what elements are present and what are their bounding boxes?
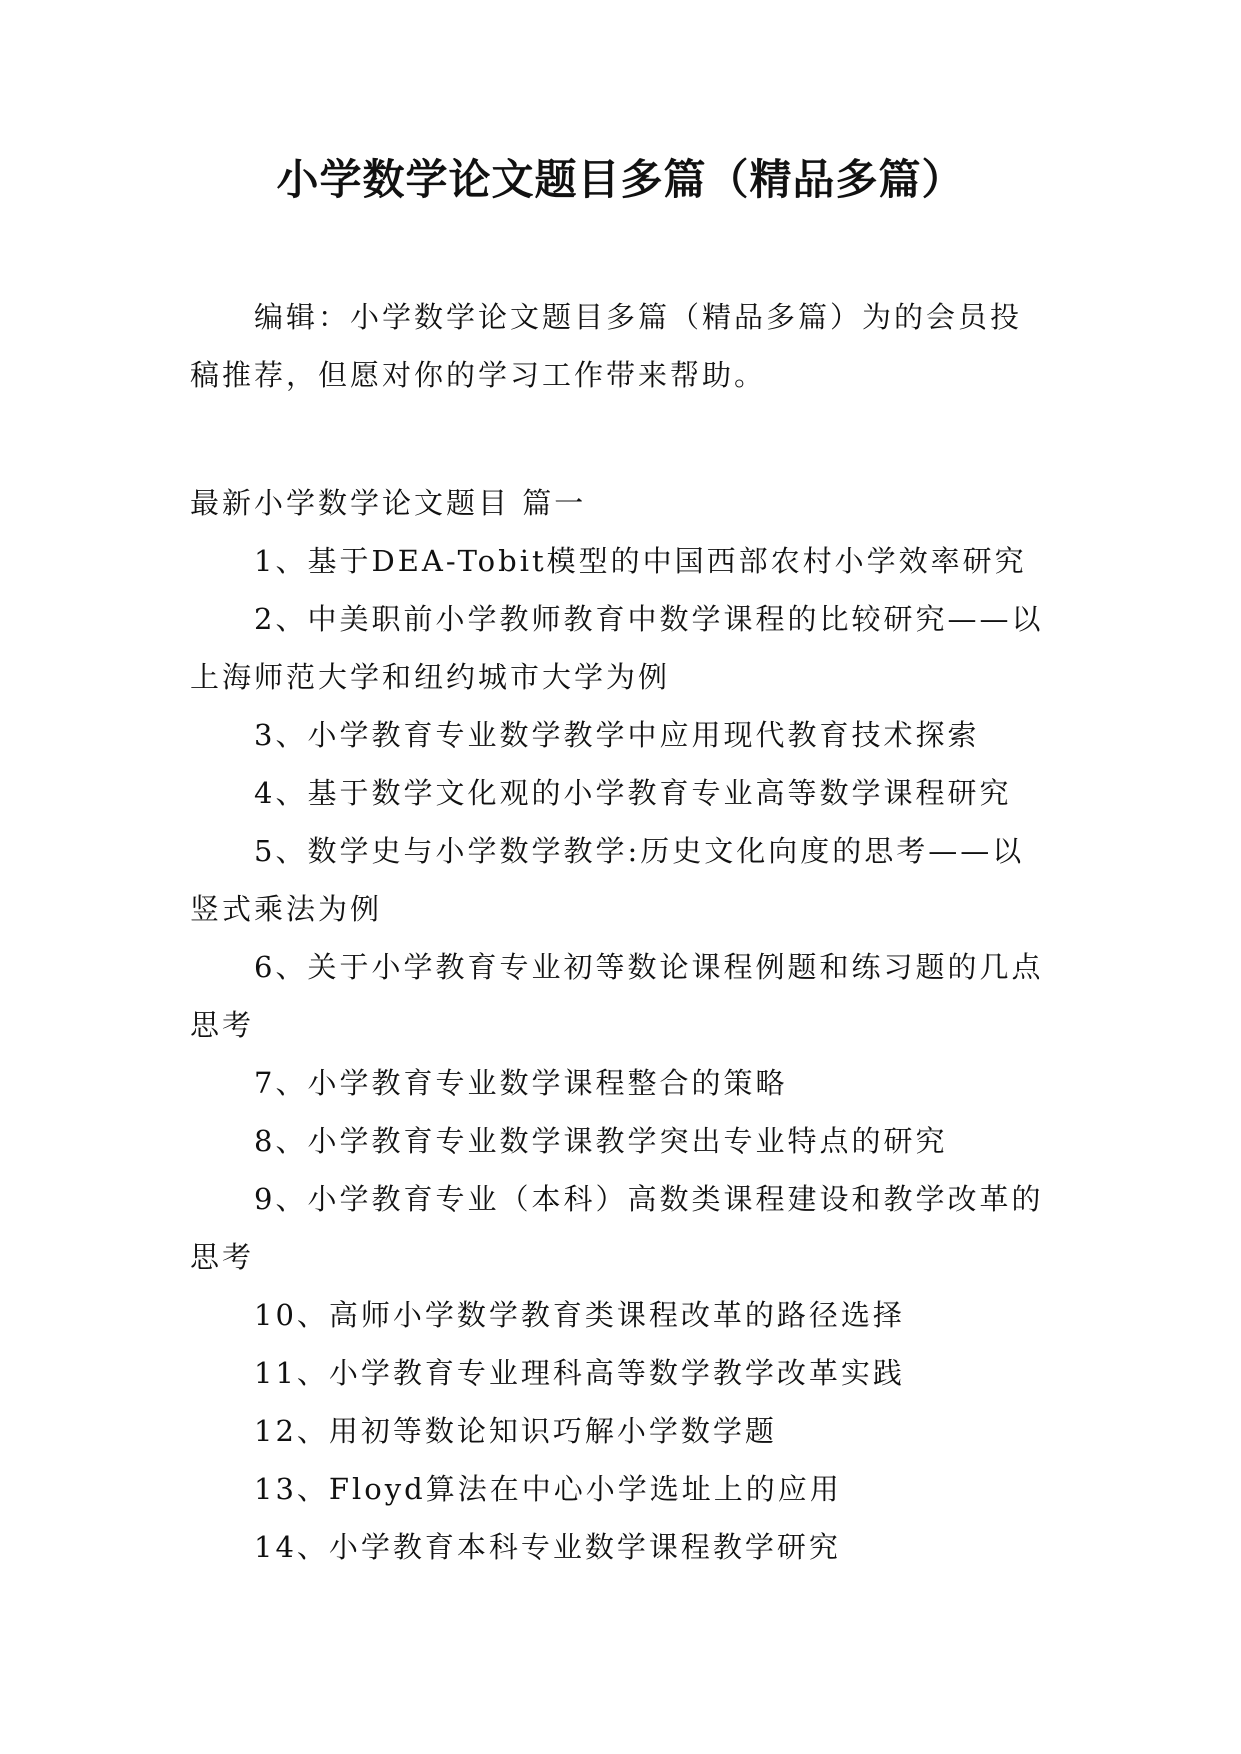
- list-item: 5、数学史与小学数学教学:历史文化向度的思考——以竖式乘法为例: [190, 834, 1025, 926]
- list-item: 10、高师小学数学教育类课程改革的路径选择: [254, 1298, 905, 1332]
- list-item: 11、小学教育专业理科高等数学教学改革实践: [254, 1356, 905, 1390]
- section-heading: 最新小学数学论文题目 篇一: [190, 486, 587, 520]
- list-item: 2、中美职前小学教师教育中数学课程的比较研究——以上海师范大学和纽约城市大学为例: [190, 602, 1044, 694]
- list-item: 7、小学教育专业数学课程整合的策略: [254, 1066, 788, 1100]
- list-item: 14、小学教育本科专业数学课程教学研究: [254, 1530, 841, 1564]
- list-item: 12、用初等数论知识巧解小学数学题: [254, 1414, 777, 1448]
- document-body: [190, 288, 1050, 1576]
- list-item: 8、小学教育专业数学课教学突出专业特点的研究: [254, 1124, 948, 1158]
- list-item: 9、小学教育专业（本科）高数类课程建设和教学改革的思考: [190, 1182, 1044, 1274]
- list-item: 13、Floyd算法在中心小学选址上的应用: [254, 1472, 842, 1506]
- list-item: 3、小学教育专业数学教学中应用现代教育技术探索: [254, 718, 980, 752]
- list-item: 4、基于数学文化观的小学教育专业高等数学课程研究: [254, 776, 1012, 810]
- list-item: 6、关于小学教育专业初等数论课程例题和练习题的几点思考: [190, 950, 1044, 1042]
- list-item: 1、基于DEA-Tobit模型的中国西部农村小学效率研究: [254, 544, 1027, 578]
- page-title: 小学数学论文题目多篇（精品多篇）: [276, 155, 965, 204]
- intro-paragraph: 编辑：小学数学论文题目多篇（精品多篇）为的会员投稿推荐，但愿对你的学习工作带来帮助。: [190, 300, 1023, 392]
- topic-list: [190, 532, 1050, 1576]
